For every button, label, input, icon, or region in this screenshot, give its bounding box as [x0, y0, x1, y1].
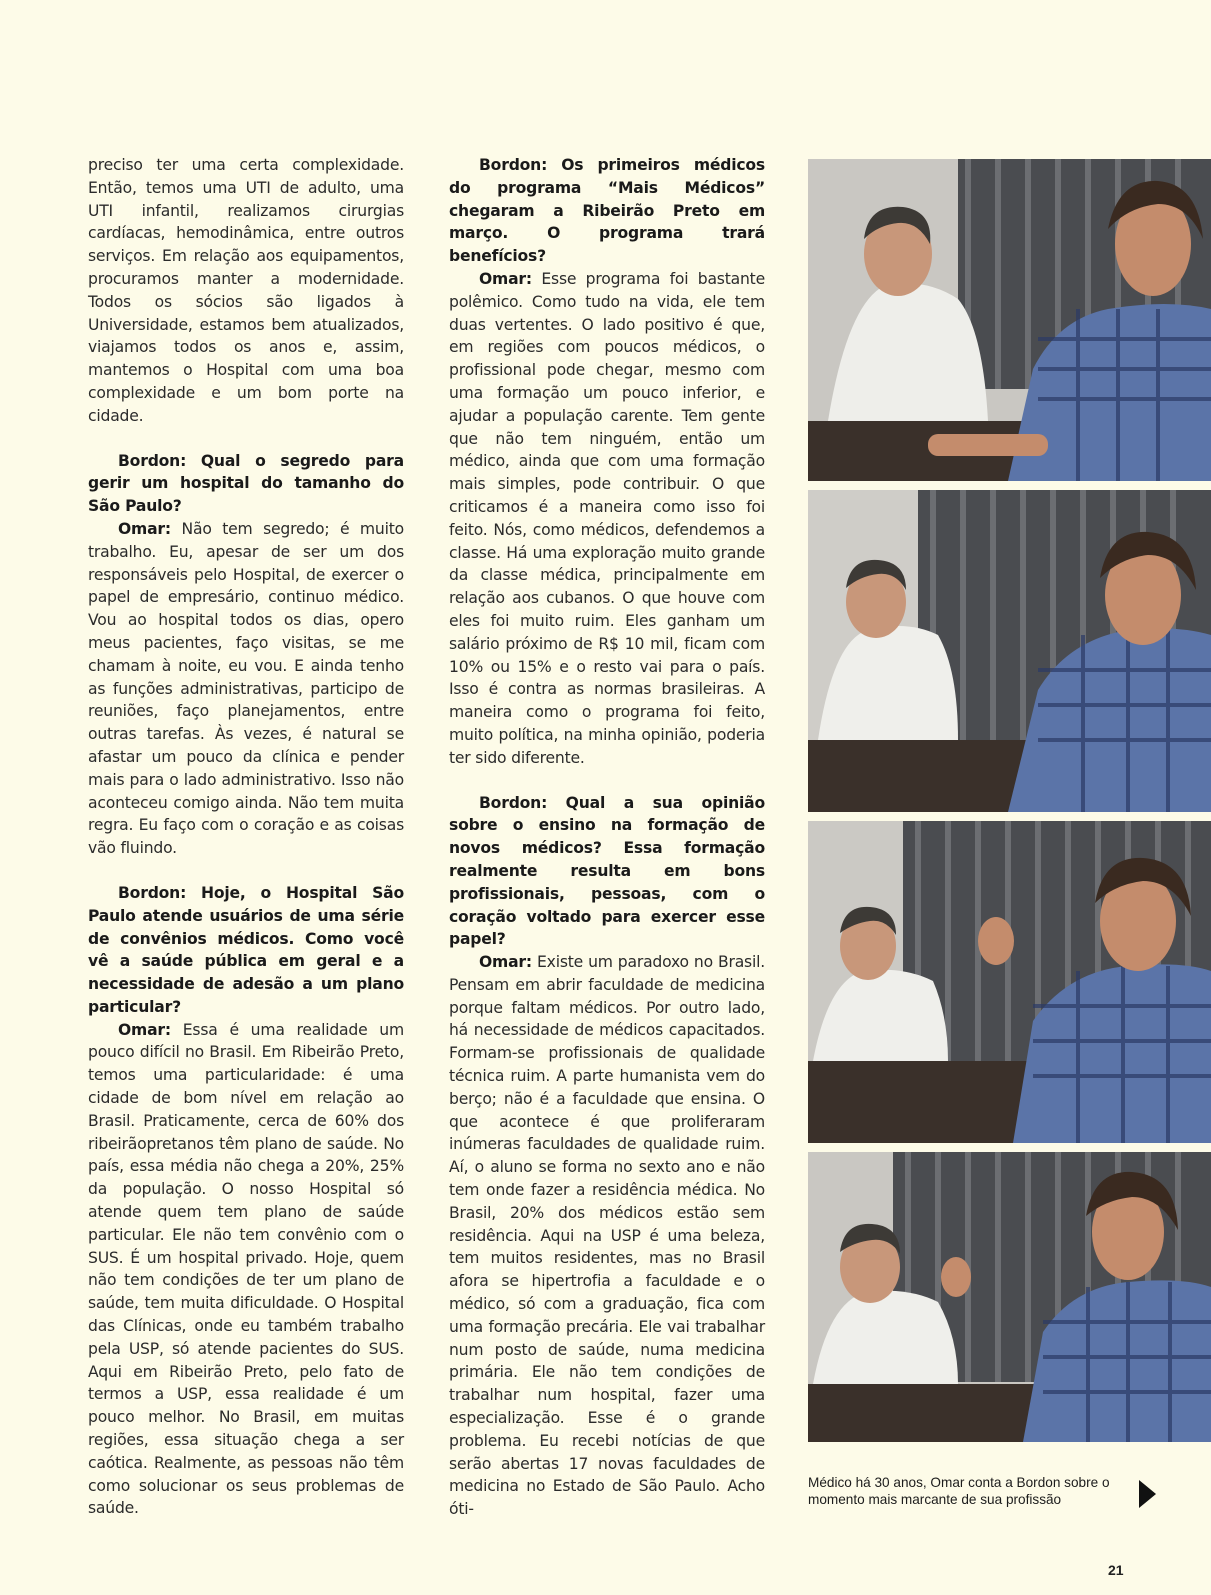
interview-answer — [88, 518, 404, 860]
answer-text: Essa é uma realidade um pouco difícil no Brasil. Em Ribeirão Preto, temos uma particularidade: é uma cidade de bom nível em relação ao Brasil. Praticamente, cerca de 60% dos ribeirãopretanos têm plano de saúde. No país, essa média não chega a 20%, 25% da população. O nosso Hospital só atende quem tem plano de saúde particular. Ele não tem convênio com o SUS. É um hospital privado. Hoje, quem não tem condições de ter um plano de saúde, tem muita dificuldade. O Hospital das Clínicas, onde eu também trabalho pela USP, só atende pacientes do SUS. Aqui em Ribeirão Preto, pelo fato de termos a USP, essa realidade é um pouco melhor. No Brasil, em muitas regiões, essa situação chega a ser caótica. Realmente, as pessoas não têm como solucionar os seus problemas de saúde. — [88, 1020, 404, 1518]
interview-answer — [449, 951, 765, 1521]
interview-question: Bordon: Qual a sua opinião sobre o ensino na formação de novos médicos? Essa formação realmente resulta em bons profissionais, pessoas, com o coração voltado para exercer esse papel? — [449, 793, 765, 949]
interview-photo-4 — [808, 1152, 1211, 1442]
interview-question: Bordon: Hoje, o Hospital São Paulo atende usuários de uma série de convênios médicos. Como você vê a saúde pública em geral e a necessidade de adesão a um plano particular? — [88, 883, 404, 1016]
answer-text: Esse programa foi bastante polêmico. Como tudo na vida, ele tem duas vertentes. O lado positivo é que, em regiões com poucos médicos, o profissional pode chegar, mesmo com uma formação um pouco inferior, e ajudar a população carente. Tem gente que não tem ninguém, então um médico, ainda que com uma formação mais simples, pode contribuir. O que criticamos é a maneira como isso foi feito. Nós, como médicos, defendemos a classe. Há uma exploração muito grande da classe médica, principalmente em relação aos cubanos. O que houve com eles foi muito ruim. Eles ganham um salário próximo de R$ 10 mil, ficam com 10% ou 15% e o resto vai para o país. Isso é contra as normas brasileiras. A maneira como o programa foi feito, muito política, na minha opinião, poderia ter sido diferente. — [449, 269, 765, 767]
interview-answer — [88, 1019, 404, 1521]
answer-text: Existe um paradoxo no Brasil. Pensam em abrir faculdade de medicina porque faltam médicos. Por outro lado, há necessidade de médicos capacitados. Formam-se profissionais de qualidade técnica ruim. A parte humanista vem do berço; não é a faculdade que ensina. O que acontece é que proliferaram inúmeras faculdades de qualidade ruim. Aí, o aluno se forma no sexto ano e não tem onde fazer a residência médica. No Brasil, 20% dos médicos estão sem residência. Aqui na USP é uma beleza, tem muitos residentes, mas no Brasil afora se hipertrofia a faculdade e o médico, só com a graduação, fica com uma formação precária. Ele vai trabalhar num posto de saúde, numa medicina primária. Ele não tem condições de trabalhar num hospital, fazer uma especialização. Esse é o grande problema. Eu recebi notícias de que serão abertas 17 novas faculdades de medicina no Estado de São Paulo. Acho óti- — [449, 953, 765, 1519]
interview-photo-3 — [808, 821, 1211, 1143]
interview-answer — [449, 268, 765, 770]
paragraph: preciso ter uma certa complexidade. Então, temos uma UTI de adulto, uma UTI infantil, realizamos cirurgias cardíacas, hemodinâmica, entre outros serviços. Em relação aos equipamentos, procuramos manter a modernidade. Todos os sócios são ligados à Universidade, estamos bem atualizados, viajamos todos os anos e, assim, mantemos o Hospital com uma boa complexidade e um bom porte na cidade. — [88, 156, 404, 425]
photo-caption: Médico há 30 anos, Omar conta a Bordon sobre o momento mais marcante de sua profissão — [808, 1475, 1110, 1507]
speaker-label: Omar: — [479, 953, 532, 972]
continue-arrow-icon — [1139, 1480, 1156, 1508]
interview-question: Bordon: Os primeiros médicos do programa “Mais Médicos” chegaram a Ribeirão Preto em março. O programa trará benefícios? — [449, 156, 765, 266]
interview-question: Bordon: Qual o segredo para gerir um hospital do tamanho do São Paulo? — [88, 451, 404, 516]
answer-text: Não tem segredo; é muito trabalho. Eu, apesar de ser um dos responsáveis pelo Hospital, de exercer o papel de empresário, continuo médico. Vou ao hospital todos os dias, opero meus pacientes, faço visitas, se me chamam à noite, eu vou. E ainda tenho as funções administrativas, participo de reuniões, faço planejamentos, entre outras tarefas. Às vezes, é natural se afastar um pouco da clínica e pender mais para o lado administrativo. Isso não aconteceu comigo ainda. Não tem muita regra. Eu faço com o coração e as coisas vão fluindo. — [88, 519, 404, 858]
text-column-2 — [449, 154, 765, 1521]
speaker-label: Omar: — [118, 519, 171, 538]
interview-photo-2 — [808, 490, 1211, 812]
speaker-label: Omar: — [479, 269, 532, 288]
interview-photo-1 — [808, 159, 1211, 481]
speaker-label: Omar: — [118, 1020, 171, 1039]
text-column-1 — [88, 154, 404, 1520]
page-number: 21 — [1108, 1562, 1124, 1578]
